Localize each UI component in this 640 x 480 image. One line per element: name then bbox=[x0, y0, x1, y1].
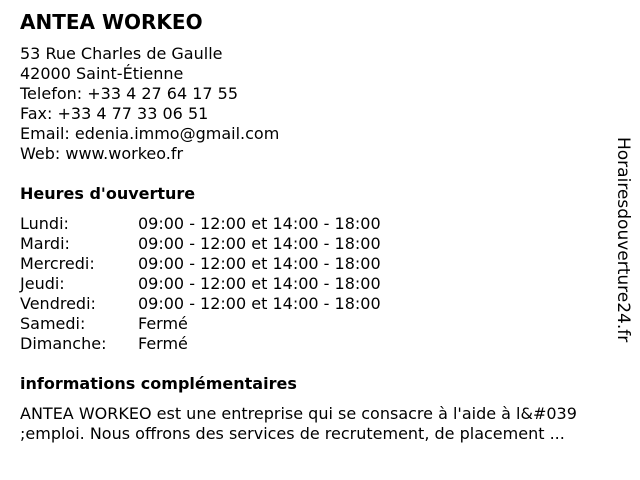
hours-time: Fermé bbox=[138, 314, 188, 333]
phone-number: Telefon: +33 4 27 64 17 55 bbox=[20, 84, 239, 103]
hours-day: Jeudi: bbox=[20, 274, 65, 293]
hours-row-friday bbox=[20, 294, 440, 314]
business-name: ANTEA WORKEO bbox=[20, 10, 203, 34]
hours-time: 09:00 - 12:00 et 14:00 - 18:00 bbox=[138, 294, 381, 313]
contact-block bbox=[20, 44, 279, 164]
opening-hours-table bbox=[20, 214, 440, 354]
hours-heading: Heures d'ouverture bbox=[20, 184, 196, 203]
hours-day: Mardi: bbox=[20, 234, 70, 253]
hours-time: 09:00 - 12:00 et 14:00 - 18:00 bbox=[138, 234, 381, 253]
email-address: Email: edenia.immo@gmail.com bbox=[20, 124, 280, 143]
description-line: ;emploi. Nous offrons des services de recrutement, de placement ... bbox=[20, 424, 565, 443]
hours-time: Fermé bbox=[138, 334, 188, 353]
hours-day: Mercredi: bbox=[20, 254, 95, 273]
description-line: ANTEA WORKEO est une entreprise qui se consacre à l'aide à l&#039 bbox=[20, 404, 577, 423]
info-heading: informations complémentaires bbox=[20, 374, 297, 393]
fax-number: Fax: +33 4 77 33 06 51 bbox=[20, 104, 209, 123]
hours-day: Lundi: bbox=[20, 214, 69, 233]
hours-time: 09:00 - 12:00 et 14:00 - 18:00 bbox=[138, 214, 381, 233]
hours-day: Dimanche: bbox=[20, 334, 107, 353]
hours-row-wednesday bbox=[20, 254, 440, 274]
address-city: 42000 Saint-Étienne bbox=[20, 64, 184, 83]
address-street: 53 Rue Charles de Gaulle bbox=[20, 44, 223, 63]
hours-row-tuesday bbox=[20, 234, 440, 254]
hours-time: 09:00 - 12:00 et 14:00 - 18:00 bbox=[138, 274, 381, 293]
site-watermark: Horairesdouverture24.fr bbox=[613, 137, 633, 343]
website: Web: www.workeo.fr bbox=[20, 144, 184, 163]
hours-row-saturday bbox=[20, 314, 440, 334]
hours-day: Vendredi: bbox=[20, 294, 96, 313]
hours-row-thursday bbox=[20, 274, 440, 294]
description bbox=[20, 404, 620, 444]
hours-row-sunday bbox=[20, 334, 440, 354]
hours-row-monday bbox=[20, 214, 440, 234]
hours-day: Samedi: bbox=[20, 314, 86, 333]
hours-time: 09:00 - 12:00 et 14:00 - 18:00 bbox=[138, 254, 381, 273]
